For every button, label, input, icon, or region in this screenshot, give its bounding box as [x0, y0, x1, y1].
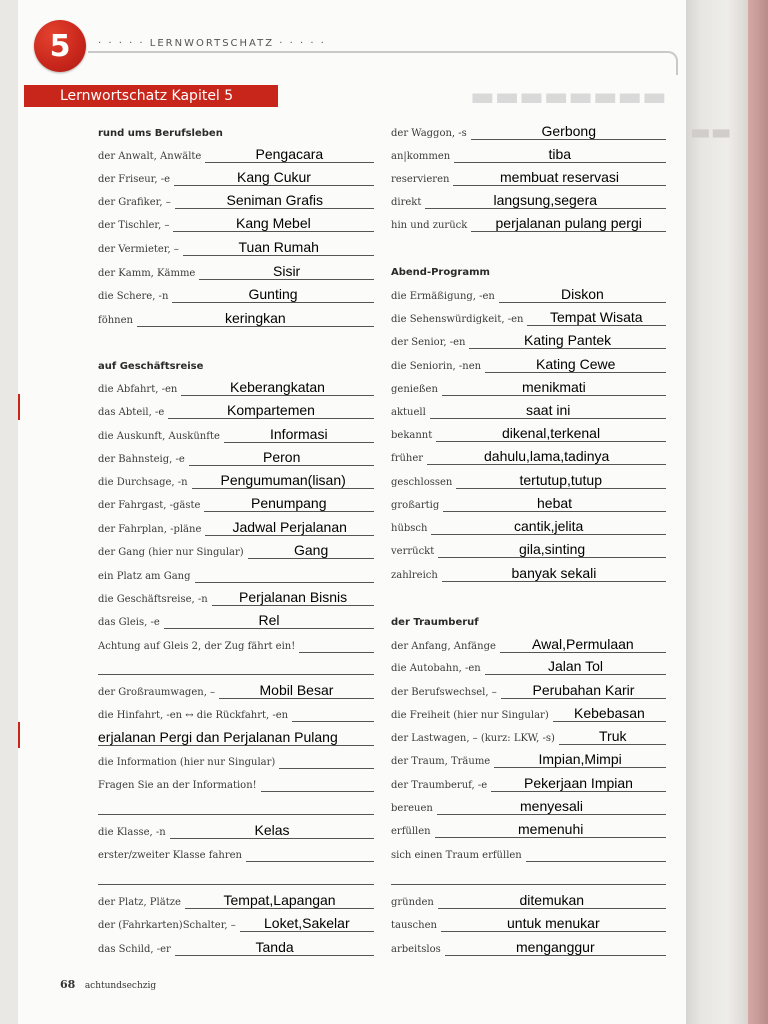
answer-line	[485, 674, 666, 675]
vocab-row	[391, 939, 696, 959]
translation-answer: Seniman Grafis	[226, 192, 323, 208]
vocab-row	[391, 286, 696, 306]
answer-line	[98, 814, 374, 815]
german-term: geschlossen	[391, 477, 453, 488]
answer-line	[442, 581, 666, 582]
section-heading: rund ums Berufsleben	[98, 128, 223, 139]
vocab-row	[98, 449, 404, 469]
translation-answer: Penumpang	[251, 495, 327, 511]
translation-answer: saat ini	[526, 402, 571, 418]
translation-answer: tertutup,tutup	[519, 472, 603, 488]
german-term: der Traum, Träume	[391, 756, 491, 767]
vocab-row	[98, 939, 404, 959]
vocab-row	[98, 729, 404, 749]
translation-answer: Tempat,Lapangan	[223, 892, 336, 908]
german-term: der Kamm, Kämme	[98, 268, 196, 279]
german-term: der Fahrgast, -gäste	[98, 500, 201, 511]
translation-answer: langsung,segera	[493, 192, 598, 208]
vocab-row	[391, 892, 696, 912]
german-term: das Schild, -er	[98, 944, 171, 955]
translation-answer: banyak sekali	[511, 565, 597, 581]
answer-line	[438, 908, 666, 909]
answer-line	[212, 605, 374, 606]
answer-line	[425, 208, 666, 209]
answer-line	[246, 861, 374, 862]
answer-line	[195, 582, 374, 583]
answer-line	[442, 395, 666, 396]
vocab-row	[391, 402, 696, 422]
answer-line	[172, 302, 374, 303]
answer-line	[431, 534, 666, 535]
answer-line	[436, 441, 666, 442]
german-term: reservieren	[391, 174, 450, 185]
answer-line	[98, 884, 374, 885]
translation-answer: Gerbong	[541, 123, 596, 139]
translation-answer: Mobil Besar	[259, 682, 334, 698]
page-title: Lernwortschatz Kapitel 5	[60, 88, 234, 104]
german-term: die Autobahn, -en	[391, 663, 481, 674]
translation-answer: Kating Pantek	[524, 332, 612, 348]
vocab-row	[98, 169, 404, 189]
translation-answer: Perubahan Karir	[532, 682, 635, 698]
translation-answer: tiba	[548, 146, 572, 162]
answer-line	[205, 535, 374, 536]
vocab-row	[98, 705, 404, 725]
bleed-through-text: ▬▬	[690, 120, 732, 145]
section-heading: der Traumberuf	[391, 617, 479, 628]
section-heading-row	[391, 612, 696, 632]
german-term: die Durchsage, -n	[98, 477, 188, 488]
vocab-row	[391, 425, 696, 445]
german-term: Achtung auf Gleis 2, der Zug fährt ein!	[98, 641, 296, 652]
answer-line	[170, 838, 374, 839]
translation-answer: menyesali	[520, 798, 584, 814]
cover-edge	[748, 0, 768, 1024]
answer-line	[471, 231, 666, 232]
translation-answer: Perjalanan Bisnis	[239, 589, 348, 605]
answer-line	[491, 791, 666, 792]
answer-line	[499, 302, 666, 303]
german-term: der Bahnsteig, -e	[98, 454, 185, 465]
answer-line	[224, 442, 374, 443]
page-number: 68	[60, 978, 76, 991]
vocab-row	[98, 822, 404, 842]
vocab-row	[98, 426, 404, 446]
answer-line	[443, 511, 666, 512]
german-term: die Seniorin, -nen	[391, 361, 482, 372]
answer-line	[494, 767, 666, 768]
vocab-row	[391, 448, 696, 468]
header-rule	[88, 51, 678, 75]
answer-line	[98, 745, 374, 746]
answer-line	[164, 628, 374, 629]
vocab-row	[391, 192, 696, 212]
answer-line	[219, 698, 374, 699]
german-term: der Berufswechsel, –	[391, 687, 497, 698]
german-term: hübsch	[391, 523, 428, 534]
vocab-row	[98, 495, 404, 515]
vocab-row	[391, 309, 696, 329]
translation-answer: ditemukan	[519, 892, 585, 908]
vocab-row	[98, 612, 404, 632]
vocab-row	[98, 868, 404, 888]
translation-answer: perjalanan pulang pergi	[495, 215, 642, 231]
translation-answer: erjalanan Pergi dan Perjalanan Pulang	[98, 729, 338, 745]
answer-line	[204, 511, 374, 512]
translation-answer: Kelas	[254, 822, 290, 838]
answer-line	[501, 698, 666, 699]
vocab-row	[391, 541, 696, 561]
translation-answer: Informasi	[270, 426, 328, 442]
vocab-row	[391, 751, 696, 771]
translation-answer: Impian,Mimpi	[538, 751, 622, 767]
translation-answer: Jadwal Perjalanan	[232, 519, 347, 535]
german-term: die Geschäftsreise, -n	[98, 594, 208, 605]
answer-line	[471, 139, 666, 140]
translation-answer: Pengacara	[255, 146, 324, 162]
vocab-row	[391, 658, 696, 678]
answer-line	[469, 348, 666, 349]
translation-answer: Rel	[258, 612, 280, 628]
german-term: der (Fahrkarten)Schalter, –	[98, 920, 236, 931]
answer-line	[168, 418, 374, 419]
translation-answer: Kompartemen	[227, 402, 315, 418]
vocab-row	[98, 845, 404, 865]
vocab-row	[98, 682, 404, 702]
vocab-row	[391, 495, 696, 515]
vocab-row	[98, 402, 404, 422]
answer-line	[98, 674, 374, 675]
answer-line	[427, 464, 666, 465]
answer-line	[185, 908, 374, 909]
german-term: verrückt	[391, 546, 435, 557]
page-title-banner	[24, 85, 278, 107]
answer-line	[137, 326, 374, 327]
german-term: die Abfahrt, -en	[98, 384, 178, 395]
vocab-row	[391, 728, 696, 748]
answer-line	[292, 721, 374, 722]
german-term: tauschen	[391, 920, 437, 931]
german-term: föhnen	[98, 315, 133, 326]
translation-answer: Kating Cewe	[536, 356, 616, 372]
vocab-row	[391, 518, 696, 538]
answer-line	[437, 814, 666, 815]
translation-answer: Awal,Permulaan	[532, 636, 634, 652]
german-term: der Traumberuf, -e	[391, 780, 488, 791]
answer-line	[438, 557, 666, 558]
margin-marker	[18, 394, 20, 420]
answer-line	[181, 395, 374, 396]
german-term: die Ermäßigung, -en	[391, 291, 495, 302]
translation-answer: Jalan Tol	[548, 658, 604, 674]
answer-line	[527, 325, 666, 326]
translation-answer: Sisir	[273, 263, 301, 279]
german-term: die Schere, -n	[98, 291, 169, 302]
translation-answer: untuk menukar	[507, 915, 600, 931]
answer-line	[500, 652, 666, 653]
german-term: die Information (hier nur Singular)	[98, 757, 276, 768]
translation-answer: menganggur	[516, 939, 595, 955]
german-term: die Klasse, -n	[98, 827, 166, 838]
vocab-row	[391, 379, 696, 399]
german-term: großartig	[391, 500, 440, 511]
section-heading-row	[98, 123, 404, 143]
german-term: Fragen Sie an der Information!	[98, 780, 257, 791]
chapter-badge	[34, 20, 86, 72]
vocab-row	[98, 752, 404, 772]
answer-line	[553, 721, 666, 722]
answer-line	[435, 837, 666, 838]
vocab-row	[98, 589, 404, 609]
answer-line	[453, 185, 666, 186]
german-term: die Hinfahrt, -en ↔ die Rückfahrt, -en	[98, 710, 289, 721]
german-term: an|kommen	[391, 151, 451, 162]
german-term: die Sehenswürdigkeit, -en	[391, 314, 524, 325]
vocab-row	[391, 845, 696, 865]
vocab-row	[391, 356, 696, 376]
section-heading-row	[98, 356, 404, 376]
german-term: arbeitslos	[391, 944, 441, 955]
german-term: der Lastwagen, – (kurz: LKW, -s)	[391, 733, 555, 744]
german-term: der Anwalt, Anwälte	[98, 151, 202, 162]
translation-answer: Tanda	[255, 939, 294, 955]
german-term: gründen	[391, 897, 434, 908]
answer-line	[174, 185, 374, 186]
translation-answer: Kang Mebel	[236, 215, 311, 231]
answer-line	[391, 884, 666, 885]
answer-line	[441, 931, 666, 932]
vocab-row	[98, 286, 404, 306]
german-term: hin und zurück	[391, 220, 468, 231]
page-footer	[60, 978, 156, 991]
answer-line	[199, 279, 374, 280]
german-term: direkt	[391, 197, 422, 208]
translation-answer: menikmati	[522, 379, 586, 395]
answer-line	[248, 558, 374, 559]
german-term: der Anfang, Anfänge	[391, 641, 496, 652]
answer-line	[445, 955, 666, 956]
vocab-row	[98, 146, 404, 166]
section-header: · · · · · LERNWORTSCHATZ · · · · ·	[98, 38, 326, 49]
vocab-row	[391, 682, 696, 702]
translation-answer: Tempat Wisata	[550, 309, 643, 325]
translation-answer: Truk	[599, 728, 627, 744]
translation-answer: Peron	[263, 449, 301, 465]
german-term: der Fahrplan, -pläne	[98, 524, 202, 535]
answer-line	[430, 418, 666, 419]
vocab-row	[391, 821, 696, 841]
translation-answer: gila,sinting	[519, 541, 586, 557]
answer-line	[189, 465, 374, 466]
vocab-row	[98, 775, 404, 795]
vocab-row	[98, 519, 404, 539]
german-term: erster/zweiter Klasse fahren	[98, 850, 242, 861]
answer-line	[279, 768, 374, 769]
vocab-row	[391, 215, 696, 235]
german-term: sich einen Traum erfüllen	[391, 850, 522, 861]
vocab-row	[98, 542, 404, 562]
german-term: ein Platz am Gang	[98, 571, 191, 582]
bleed-through-text: ▬▬▬▬▬▬▬▬	[470, 82, 667, 112]
answer-line	[205, 162, 374, 163]
vocab-row	[98, 798, 404, 818]
vocab-row	[98, 892, 404, 912]
german-term: der Vermieter, –	[98, 244, 179, 255]
section-heading: auf Geschäftsreise	[98, 361, 204, 372]
answer-line	[454, 162, 666, 163]
vocab-row	[98, 310, 404, 330]
answer-line	[485, 372, 666, 373]
german-term: bekannt	[391, 430, 433, 441]
vocab-row	[391, 798, 696, 818]
vocab-row	[98, 239, 404, 259]
german-term: der Grafiker, –	[98, 197, 171, 208]
translation-answer: hebat	[537, 495, 573, 511]
translation-answer: Kebebasan	[574, 705, 645, 721]
vocab-row	[98, 566, 404, 586]
vocab-row	[391, 169, 696, 189]
page-number-word: achtundsechzig	[84, 981, 157, 991]
answer-line	[192, 488, 374, 489]
german-term: früher	[391, 453, 424, 464]
translation-answer: dahulu,lama,tadinya	[484, 448, 610, 464]
answer-line	[173, 231, 374, 232]
answer-line	[299, 652, 374, 653]
answer-line	[559, 744, 666, 745]
german-term: das Abteil, -e	[98, 407, 165, 418]
vocab-row	[391, 565, 696, 585]
german-term: der Platz, Plätze	[98, 897, 181, 908]
translation-answer: Keberangkatan	[230, 379, 325, 395]
german-term: die Auskunft, Auskünfte	[98, 431, 220, 442]
vocab-row	[98, 915, 404, 935]
answer-line	[240, 931, 374, 932]
vocab-row	[391, 472, 696, 492]
vocab-row	[391, 915, 696, 935]
answer-line	[526, 861, 666, 862]
german-term: das Gleis, -e	[98, 617, 160, 628]
translation-answer: dikenal,terkenal	[502, 425, 601, 441]
translation-answer: Diskon	[561, 286, 604, 302]
answer-line	[261, 791, 374, 792]
vocab-row	[391, 636, 696, 656]
vocab-row	[98, 658, 404, 678]
translation-answer: cantik,jelita	[514, 518, 584, 534]
vocab-row	[391, 868, 696, 888]
german-term: der Friseur, -e	[98, 174, 171, 185]
vocab-row	[391, 123, 696, 143]
vocab-row	[391, 146, 696, 166]
german-term: bereuen	[391, 803, 433, 814]
translation-answer: keringkan	[225, 310, 286, 326]
section-heading: Abend-Programm	[391, 267, 490, 278]
vocab-row	[391, 705, 696, 725]
translation-answer: Pekerjaan Impian	[524, 775, 633, 791]
german-term: der Waggon, -s	[391, 128, 467, 139]
chapter-number: 5	[49, 28, 71, 64]
answer-line	[456, 488, 666, 489]
vocab-row	[98, 636, 404, 656]
german-term: der Gang (hier nur Singular)	[98, 547, 244, 558]
german-term: der Tischler, –	[98, 220, 170, 231]
answer-line	[175, 955, 374, 956]
german-term: der Großraumwagen, –	[98, 687, 216, 698]
translation-answer: Tuan Rumah	[238, 239, 319, 255]
answer-line	[175, 208, 374, 209]
answer-line	[183, 255, 374, 256]
german-term: genießen	[391, 384, 438, 395]
german-term: der Senior, -en	[391, 337, 466, 348]
vocab-row	[98, 472, 404, 492]
translation-answer: Kang Cukur	[237, 169, 311, 185]
translation-answer: Loket,Sakelar	[264, 915, 350, 931]
german-term: die Freiheit (hier nur Singular)	[391, 710, 549, 721]
german-term: aktuell	[391, 407, 426, 418]
translation-answer: Gunting	[248, 286, 298, 302]
vocab-row	[98, 379, 404, 399]
translation-answer: memenuhi	[518, 821, 584, 837]
vocab-row	[98, 215, 404, 235]
translation-answer: Gang	[294, 542, 329, 558]
vocab-row	[391, 775, 696, 795]
german-term: zahlreich	[391, 570, 438, 581]
translation-answer: Pengumuman(lisan)	[220, 472, 346, 488]
section-heading-row	[391, 262, 696, 282]
german-term: erfüllen	[391, 826, 431, 837]
vocab-row	[391, 332, 696, 352]
margin-marker	[18, 722, 20, 748]
vocab-row	[98, 263, 404, 283]
vocab-row	[98, 192, 404, 212]
translation-answer: membuat reservasi	[500, 169, 620, 185]
